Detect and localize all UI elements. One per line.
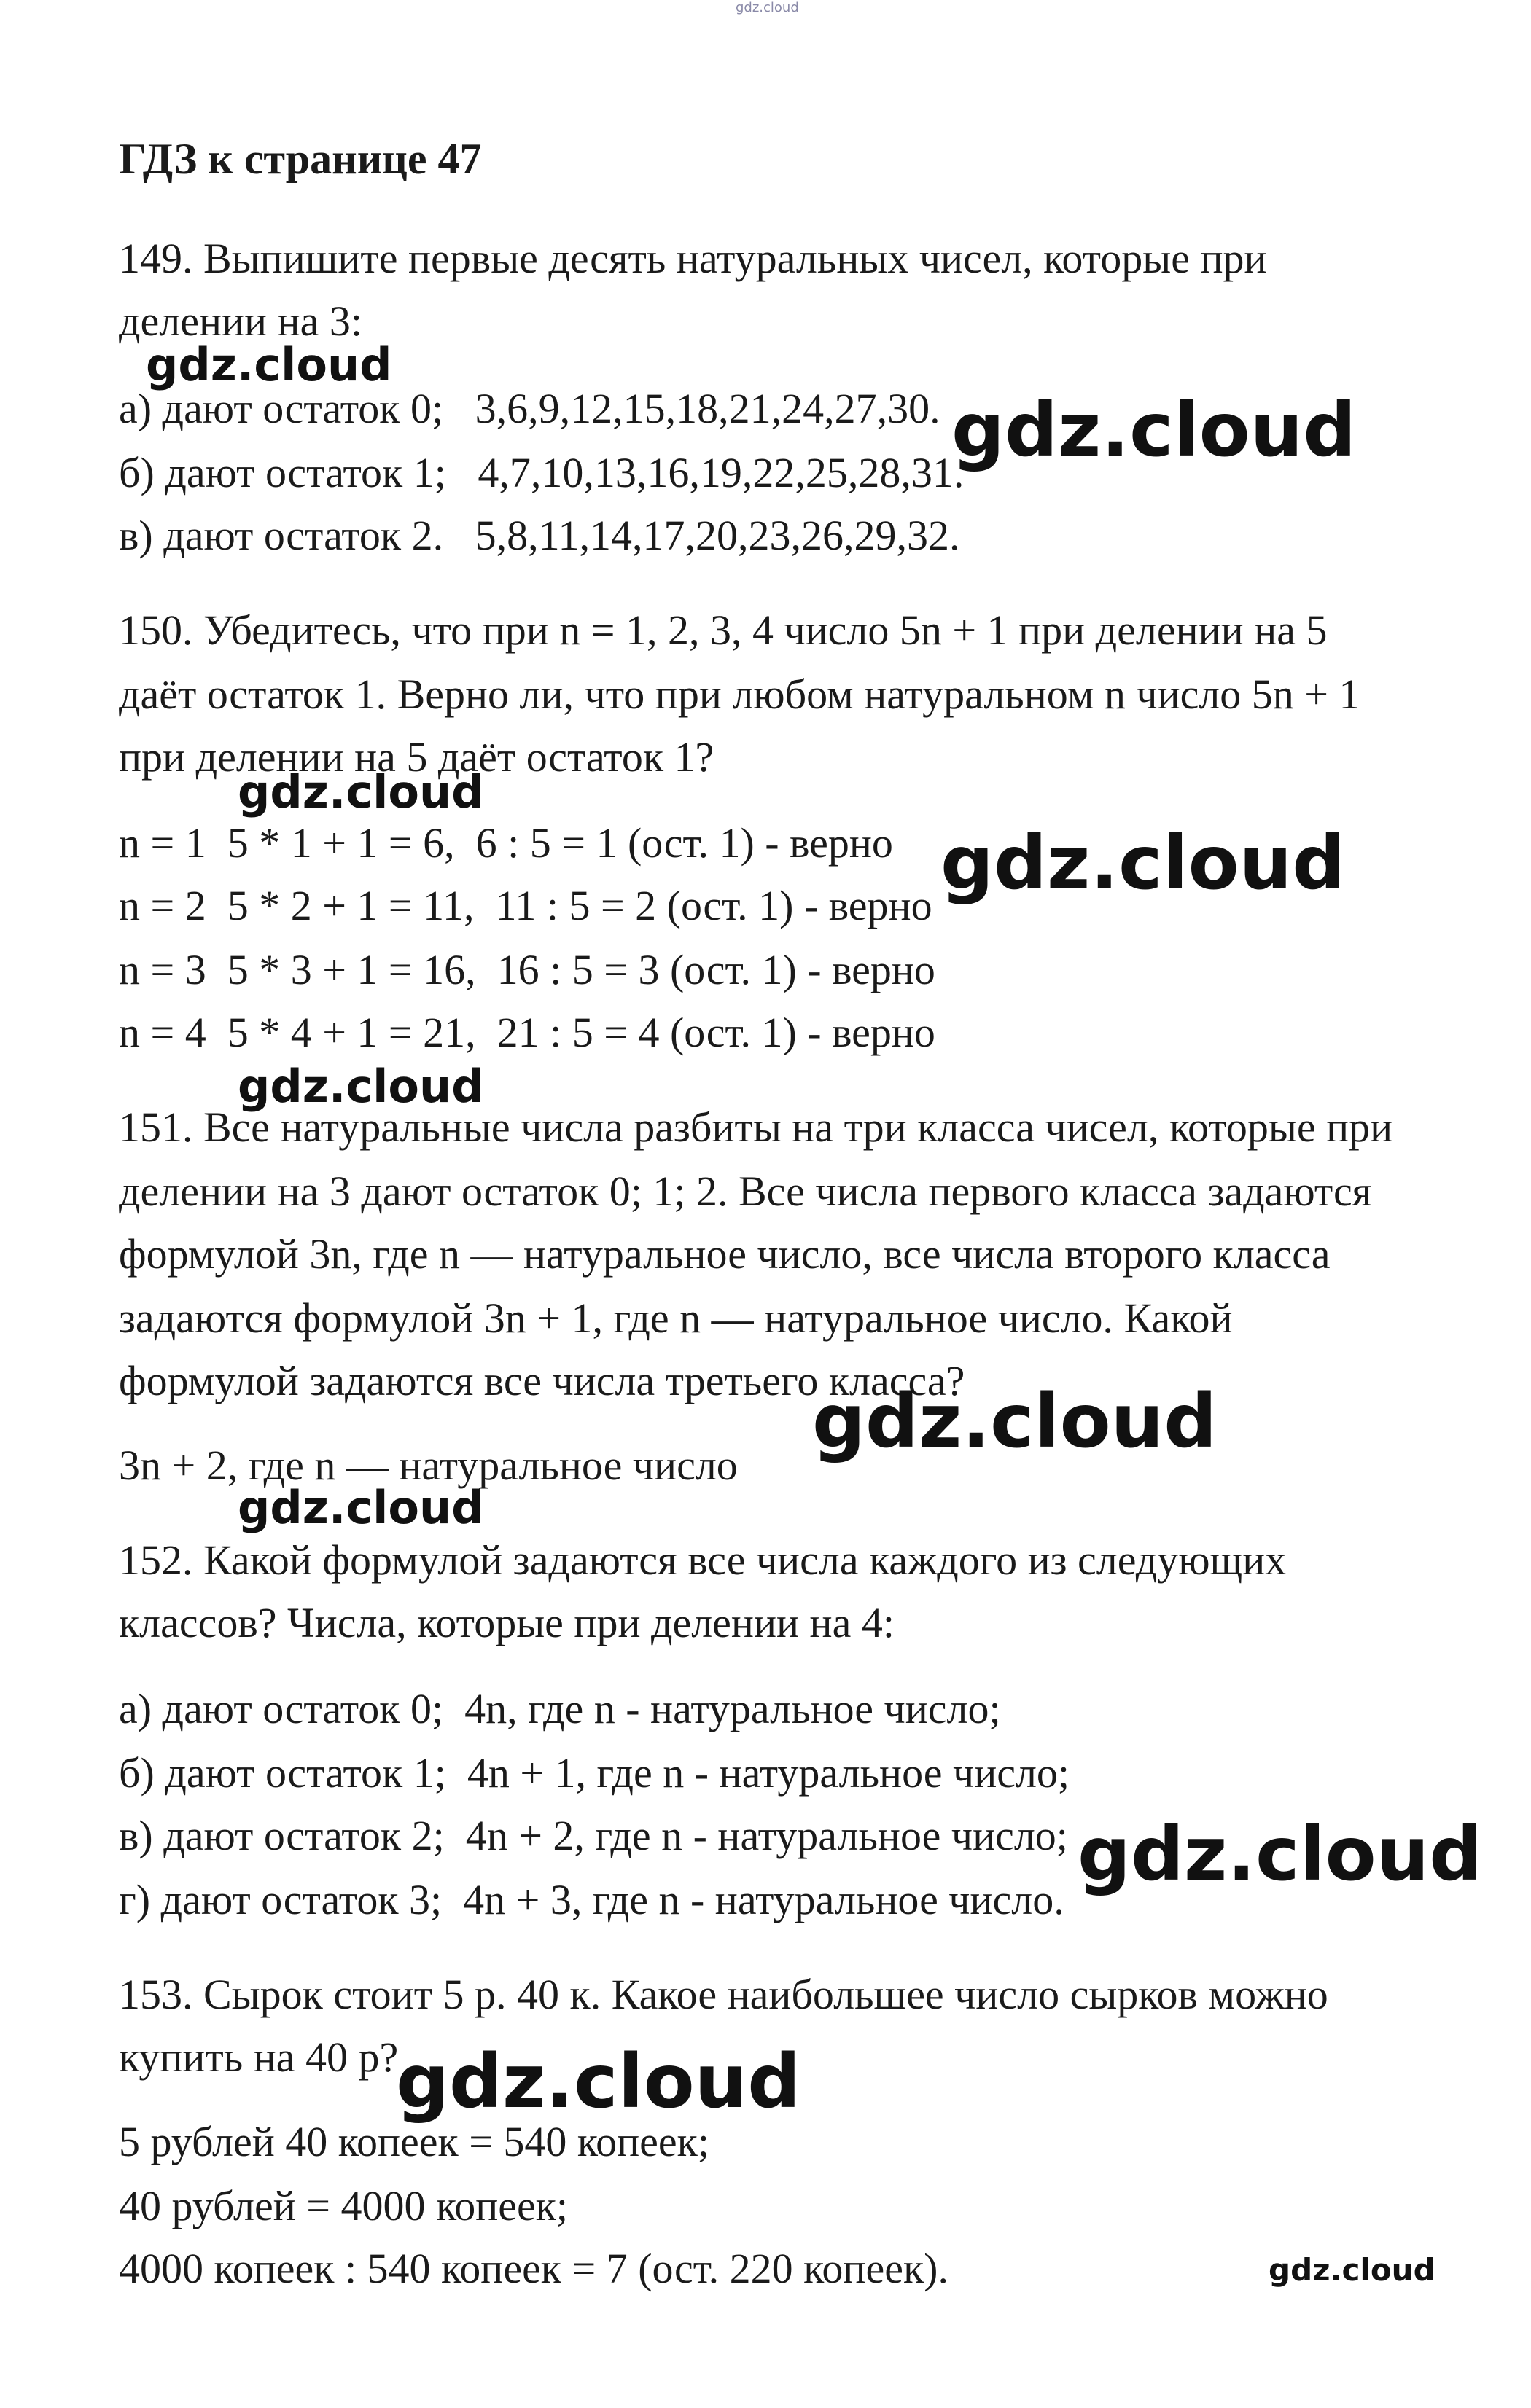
text-line: n = 4 5 * 4 + 1 = 21, 21 : 5 = 4 (ост. 1) - верно [119,1009,935,1056]
text-line: n = 3 5 * 3 + 1 = 16, 16 : 5 = 3 (ост. 1) - верно [119,946,935,993]
watermark: gdz.cloud [812,1378,1218,1465]
watermark: gdz.cloud [951,387,1357,474]
text-line: 4000 копеек : 540 копеек = 7 (ост. 220 копеек). [119,2245,948,2292]
text-line: при делении на 5 даёт остаток 1? [119,733,714,781]
text-line: в) дают остаток 2; 4n + 2, где n - натуральное число; [119,1812,1068,1859]
text-line: в) дают остаток 2. 5,8,11,14,17,20,23,26,29,32. [119,512,960,559]
watermark: gdz.cloud [238,1060,484,1113]
text-line: классов? Числа, которые при делении на 4: [119,1599,895,1646]
text-line: 3n + 2, где n — натуральное число [119,1442,738,1489]
watermark: gdz.cloud [396,2038,801,2125]
text-line: 150. Убедитесь, что при n = 1, 2, 3, 4 число 5n + 1 при делении на 5 [119,606,1328,654]
watermark: gdz.cloud [238,1481,484,1534]
page-title: ГДЗ к странице 47 [119,135,482,183]
watermark: gdz.cloud [1078,1811,1483,1898]
watermark: gdz.cloud [1269,2252,1435,2288]
watermark: gdz.cloud [238,765,484,818]
text-line: 152. Какой формулой задаются все числа каждого из следующих [119,1536,1287,1584]
text-line: формулой задаются все числа третьего класса? [119,1357,965,1404]
text-line: 153. Сырок стоит 5 р. 40 к. Какое наибольшее число сырков можно [119,1971,1328,2018]
text-line: г) дают остаток 3; 4n + 3, где n - натуральное число. [119,1876,1064,1923]
text-line: 151. Все натуральные числа разбиты на три класса чисел, которые при [119,1103,1393,1151]
text-line: даёт остаток 1. Верно ли, что при любом натуральном n число 5n + 1 [119,671,1360,718]
watermark: gdz.cloud [146,338,392,391]
text-line: формулой 3n, где n — натуральное число, все числа второго класса [119,1230,1331,1278]
text-line: задаются формулой 3n + 1, где n — натуральное число. Какой [119,1294,1233,1342]
text-line: n = 2 5 * 2 + 1 = 11, 11 : 5 = 2 (ост. 1) - верно [119,882,932,929]
text-line: б) дают остаток 1; 4n + 1, где n - натуральное число; [119,1749,1070,1797]
text-line: делении на 3: [119,297,362,345]
text-line: купить на 40 р? [119,2033,399,2081]
text-line: 149. Выпишите первые десять натуральных чисел, которые при [119,235,1267,282]
header-watermark: gdz.cloud [736,0,799,15]
text-line: 5 рублей 40 копеек = 540 копеек; [119,2118,709,2165]
text-line: а) дают остаток 0; 4n, где n - натуральное число; [119,1685,1001,1732]
text-line: а) дают остаток 0; 3,6,9,12,15,18,21,24,27,30. [119,385,940,432]
text-line: б) дают остаток 1; 4,7,10,13,16,19,22,25,28,31. [119,449,965,496]
text-line: делении на 3 дают остаток 0; 1; 2. Все числа первого класса задаются [119,1168,1372,1215]
text-line: n = 1 5 * 1 + 1 = 6, 6 : 5 = 1 (ост. 1) - верно [119,819,893,867]
text-line: 40 рублей = 4000 копеек; [119,2182,569,2229]
watermark: gdz.cloud [940,820,1346,907]
